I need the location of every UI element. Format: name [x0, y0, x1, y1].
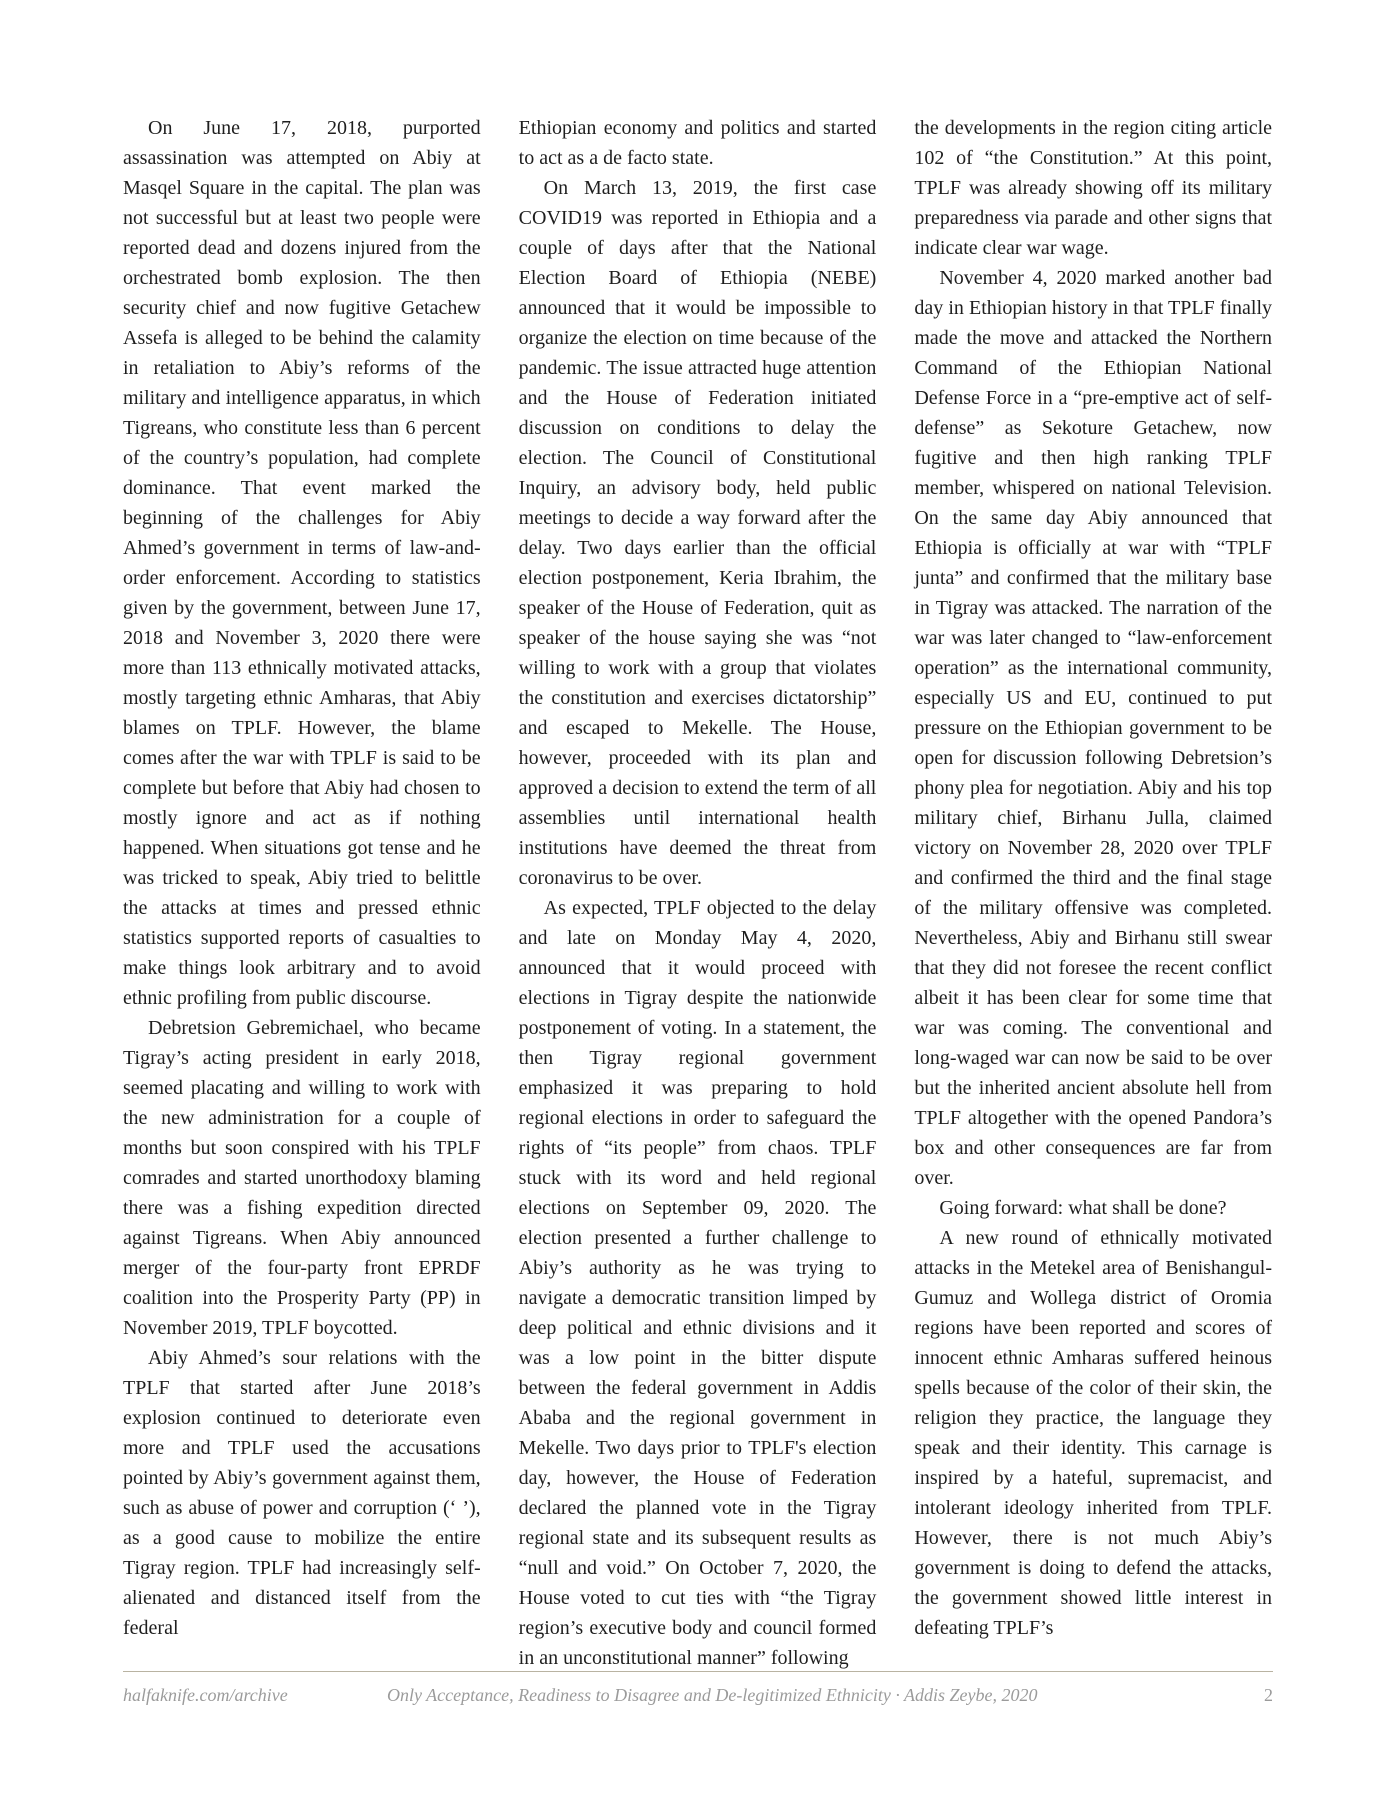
page-number: 2	[1264, 1685, 1273, 1705]
paragraph-continued: Ethiopian economy and politics and started to act as a de facto state.	[518, 117, 877, 169]
paragraph: On March 13, 2019, the first case COVID19 was reported in Ethiopia and a couple of days after that the National Election Board of Ethiopia (NEBE) announced that it would be impossible to organize the election on time because of the pandemic. The issue attracted huge attention and the House of Federation initiated discussion on conditions to delay the election. The Council of Constitutional Inquiry, an advisory body, held public meetings to decide a way forward after the delay. Two days earlier than the official election postponement, Keria Ibrahim, the speaker of the House of Federation, quit as speaker of the house saying she was “not willing to work with a group that violates the constitution and exercises dictatorship” and escaped to Mekelle. The House, however, proceeded with its plan and approved a decision to extend the term of all assemblies until international health institutions have deemed the threat from coronavirus to be over.	[518, 177, 877, 889]
column-2	[518, 113, 877, 1669]
paragraph-continued: the developments in the region citing article 102 of “the Constitution.” At this point, TPLF was already showing off its military preparedness via parade and other signs that indicate clear war wage.	[914, 117, 1273, 259]
paragraph: Debretsion Gebremichael, who became Tigray’s acting president in early 2018, seemed placating and willing to work with the new administration for a couple of months but soon conspired with his TPLF comrades and started unorthodoxy blaming there was a fishing expedition directed against Tigreans. When Abiy announced merger of the four-party front EPRDF coalition into the Prosperity Party (PP) in November 2019, TPLF boycotted.	[123, 1017, 481, 1339]
page-footer	[123, 1685, 1273, 1715]
paragraph: A new round of ethnically motivated attacks in the Metekel area of Benishangul-Gumuz and Wollega district of Oromia regions have been reported and scores of innocent ethnic Amharas suffered heinous spells because of the color of their skin, the religion they practice, the language they speak and their identity. This carnage is inspired by a hateful, supremacist, and intolerant ideology inherited from TPLF. However, there is not much Abiy’s government is doing to defend the attacks, the government showed little interest in defeating TPLF’s	[914, 1227, 1273, 1639]
footer-title: Only Acceptance, Readiness to Disagree and De-legitimized Ethnicity · Addis Zeybe, 2020	[387, 1685, 1038, 1705]
footer-site-link[interactable]: halfaknife.com/archive	[123, 1685, 288, 1705]
paragraph: On June 17, 2018, purported assassination was attempted on Abiy at Masqel Square in the capital. The plan was not successful but at least two people were reported dead and dozens injured from the orchestrated bomb explosion. The then security chief and now fugitive Getachew Assefa is alleged to be behind the calamity in retaliation to Abiy’s reforms of the military and intelligence apparatus, in which Tigreans, who constitute less than 6 percent of the country’s population, had complete dominance. That event marked the beginning of the challenges for Abiy Ahmed’s government in terms of law-and-order enforcement. According to statistics given by the government, between June 17, 2018 and November 3, 2020 there were more than 113 ethnically motivated attacks, mostly targeting ethnic Amharas, that Abiy blames on TPLF. However, the blame comes after the war with TPLF is said to be complete but before that Abiy had chosen to mostly ignore and act as if nothing happened. When situations got tense and he was tricked to speak, Abiy tried to belittle the attacks at times and pressed ethnic statistics supported reports of casualties to make things look arbitrary and to avoid ethnic profiling from public discourse.	[123, 117, 481, 1009]
paragraph: November 4, 2020 marked another bad day in Ethiopian history in that TPLF finally made the move and attacked the Northern Command of the Ethiopian National Defense Force in a “pre-emptive act of self-defense” as Sekoture Getachew, now fugitive and then high ranking TPLF member, whispered on national Television. On the same day Abiy announced that Ethiopia is officially at war with “TPLF junta” and confirmed that the military base in Tigray was attacked. The narration of the war was later changed to “law-enforcement operation” as the international community, especially US and EU, continued to put pressure on the Ethiopian government to be open for discussion following Debretsion’s phony plea for negotiation. Abiy and his top military chief, Birhanu Julla, claimed victory on November 28, 2020 over TPLF and confirmed the third and the final stage of the military offensive was completed. Nevertheless, Abiy and Birhanu still swear that they did not foresee the recent conflict albeit it has been clear for some time that war was coming. The conventional and long-waged war can now be said to be over but the inherited ancient absolute hell from TPLF altogether with the opened Pandora’s box and other consequences are far from over.	[914, 267, 1273, 1189]
paragraph: Abiy Ahmed’s sour relations with the TPLF that started after June 2018’s explosion continued to deteriorate even more and TPLF used the accusations pointed by Abiy’s government against them, such as abuse of power and corruption (‘ ’), as a good cause to mobilize the entire Tigray region. TPLF had increasingly self-alienated and distanced itself from the federal	[123, 1347, 481, 1639]
footer-divider	[123, 1671, 1273, 1672]
article-body	[123, 113, 1273, 1669]
section-heading: Going forward: what shall be done?	[939, 1197, 1227, 1219]
paragraph: As expected, TPLF objected to the delay and late on Monday May 4, 2020, announced that it would proceed with elections in Tigray despite the nationwide postponement of voting. In a statement, the then Tigray regional government emphasized it was preparing to hold regional elections in order to safeguard the rights of “its people” from chaos. TPLF stuck with its word and held regional elections on September 09, 2020. The election presented a further challenge to Abiy’s authority as he was trying to navigate a democratic transition limped by deep political and ethnic divisions and it was a low point in the bitter dispute between the federal government in Addis Ababa and the regional government in Mekelle. Two days prior to TPLF's election day, however, the House of Federation declared the planned vote in the Tigray regional state and its subsequent results as “null and void.” On October 7, 2020, the House voted to cut ties with “the Tigray region’s executive body and council formed in an unconstitutional manner” following	[518, 897, 877, 1669]
column-1	[123, 113, 481, 1639]
column-3	[914, 113, 1273, 1639]
